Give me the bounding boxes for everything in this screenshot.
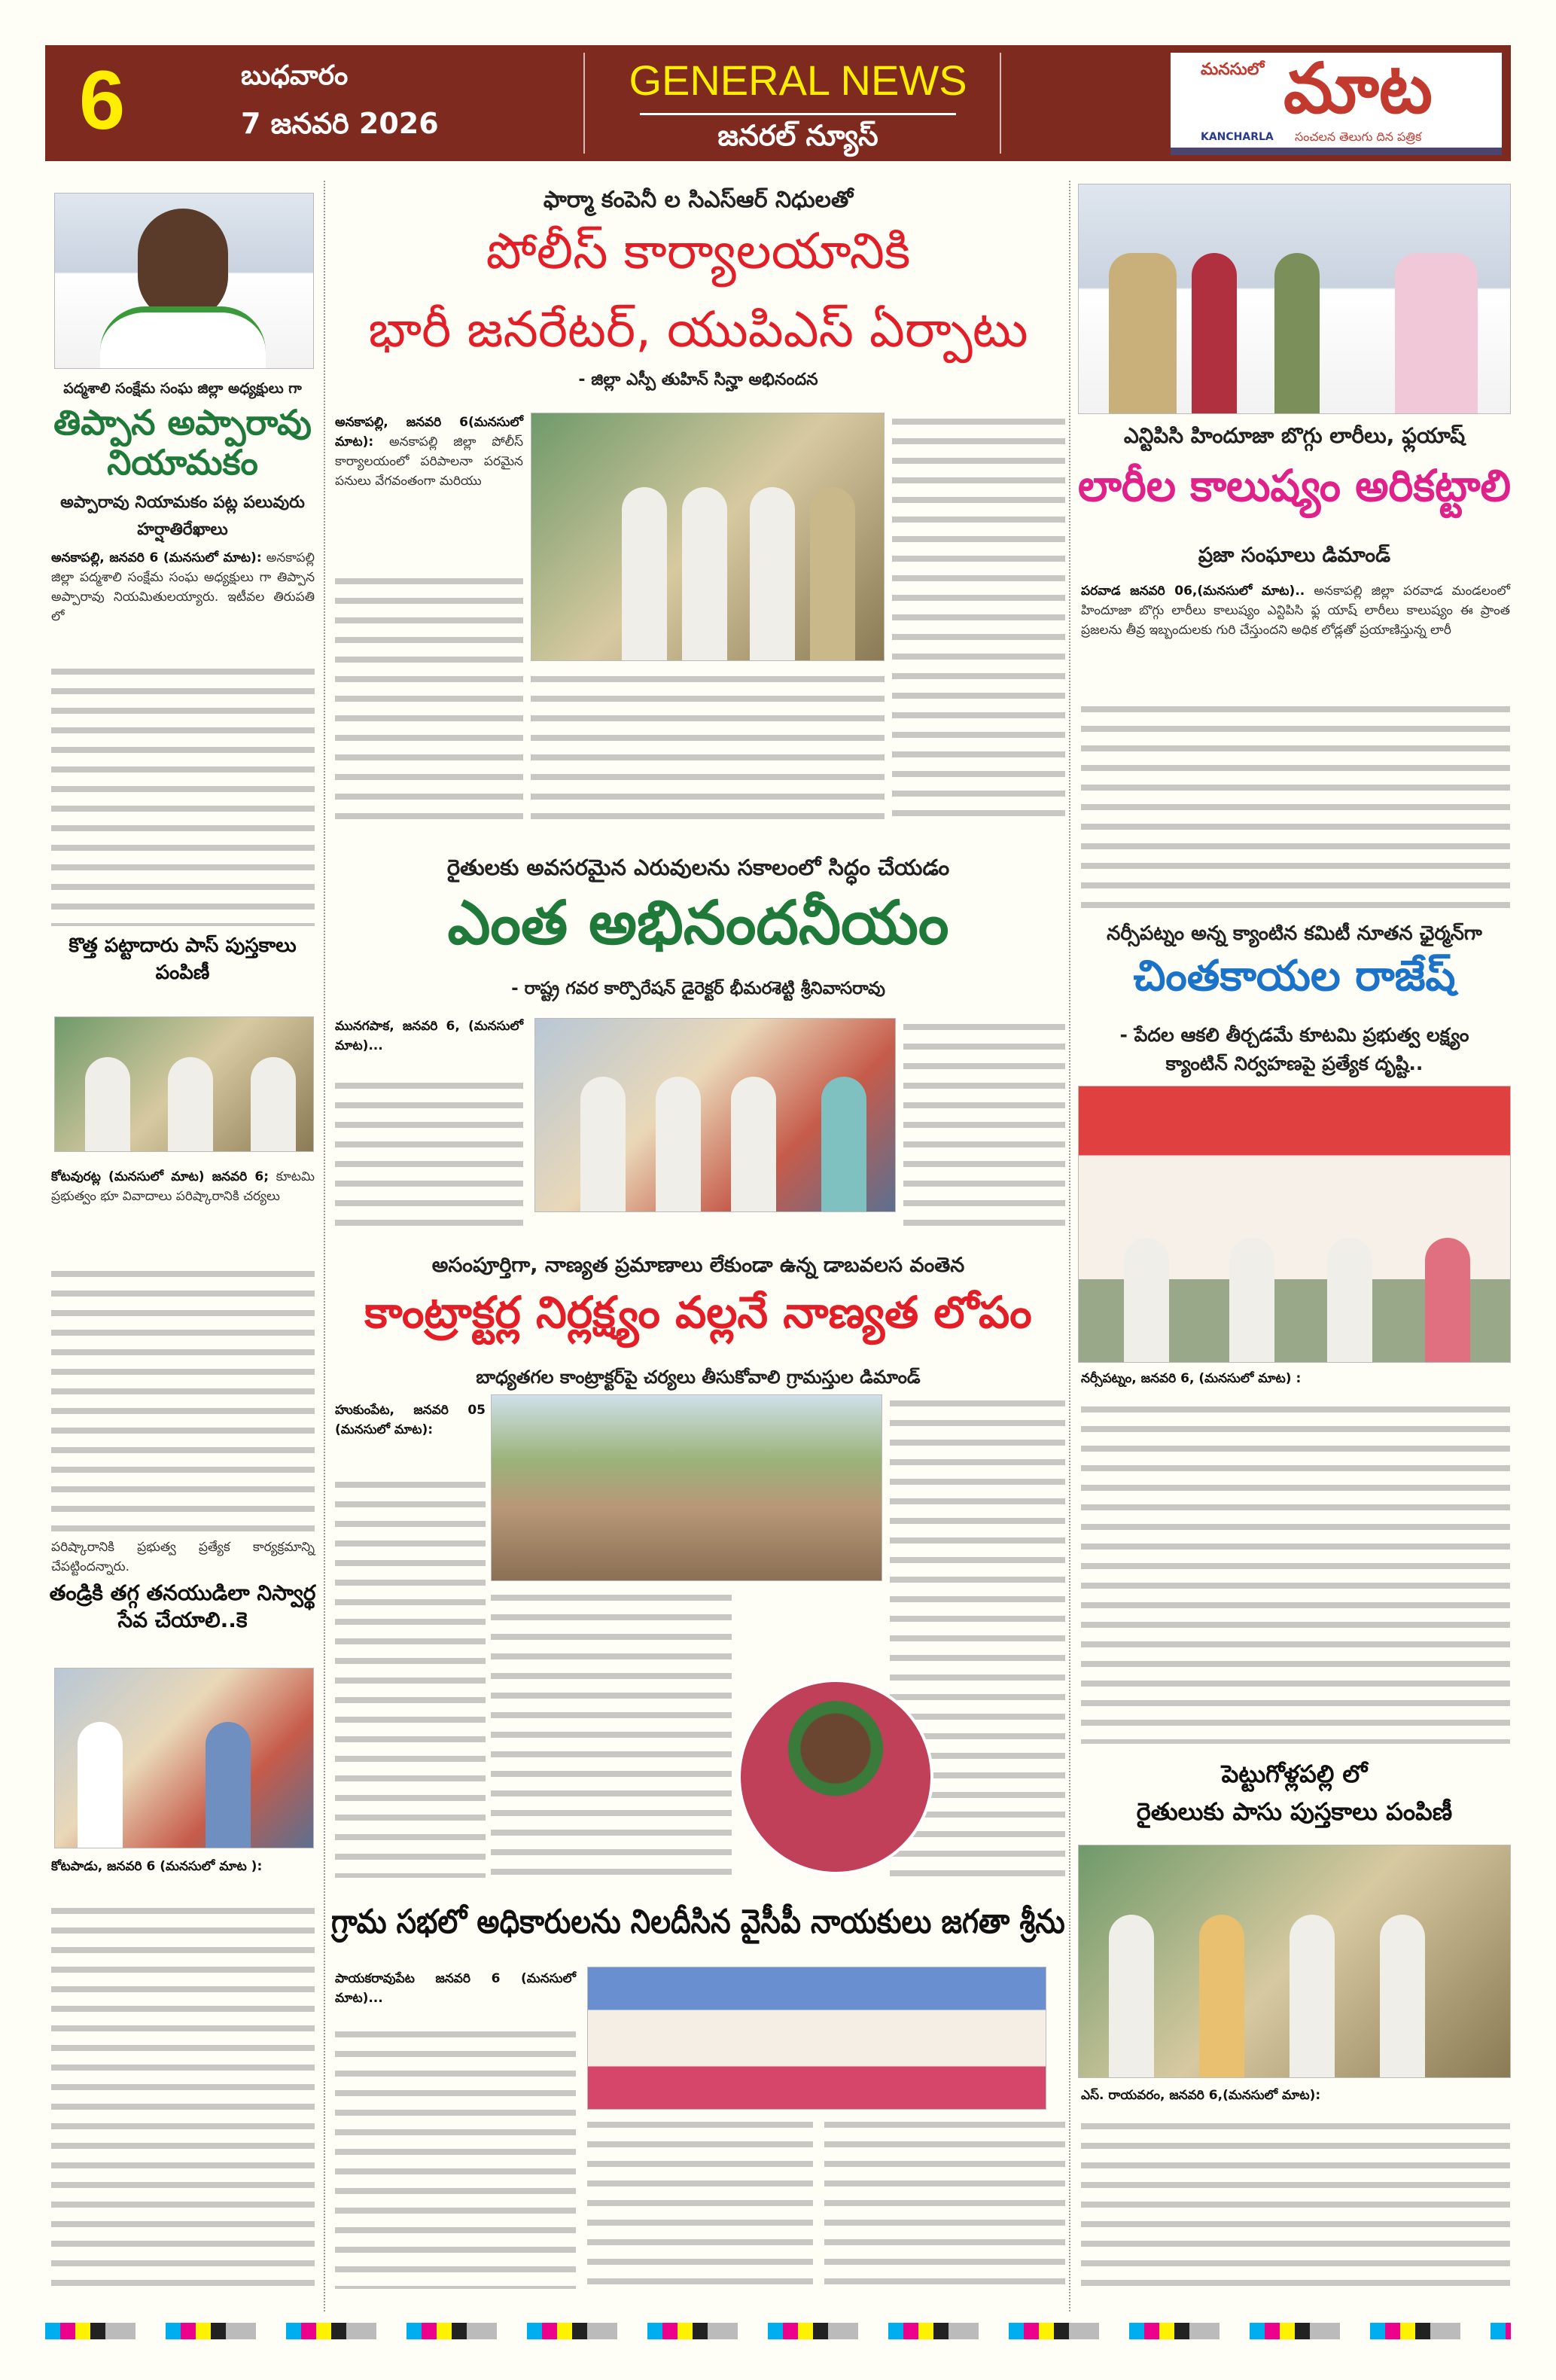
article-text-lines <box>531 670 885 828</box>
dateline: అనకాపల్లి, జనవరి 6(మనసులో మాట): <box>335 415 523 449</box>
passbook-distribution-photo <box>1078 1845 1511 2078</box>
article-lead: అనకాపల్లి జిల్లా పద్మశాలి సంక్షేమ సంఘ అధ్యక్షులు గా తిప్పాన అప్పారావు నియమితులయ్యారు. ఇటీవల తిరుపతి లో <box>51 550 315 624</box>
headline: చింతకాయల రాజేష్ <box>1133 952 1456 1001</box>
page-number: 6 <box>79 54 126 147</box>
article-body <box>335 413 523 491</box>
article-body <box>1081 2086 1510 2105</box>
article-tail: పరిష్కారానికి ప్రభుత్వ ప్రత్యేక కార్యక్రమాన్ని చేపట్టిందన్నారు. <box>51 1540 315 1574</box>
subheadline: క్యాంటిన్ నిర్వహణపై ప్రత్యేక దృష్టి.. <box>1165 1053 1424 1074</box>
kicker: ఎన్టిపిసి హిందూజా బొగ్గు లారీలు, ఫ్లయాష్ <box>1123 423 1466 448</box>
article-body <box>335 1969 576 2008</box>
bridge-photo <box>491 1394 882 1581</box>
logo-big: మాట <box>1283 48 1433 129</box>
headline: తండ్రికి తగ్గ తనయుడిలా నిస్వార్థ సేవ చేయాలి..కె <box>49 1580 316 1632</box>
subheadline: - పేదల ఆకలి తీర్చడమే కూటమి ప్రభుత్వ లక్ష్యం <box>1119 1024 1469 1046</box>
article-text-lines <box>903 1018 1065 1235</box>
section-title-te: జనరల్ న్యూస్ <box>717 119 878 152</box>
dateline: హుకుంపేట, జనవరి 05 (మనసులో మాట): <box>335 1403 486 1437</box>
article-text-lines <box>51 1902 315 2289</box>
subheadline: అప్పారావు నియామకం పట్ల పలువురు హర్షాతిరేఖాలు <box>60 493 305 539</box>
portrait-photo <box>738 1679 933 1875</box>
kicker: రైతులకు అవసరమైన ఎరువులను సకాలంలో సిద్ధం చేయడం <box>446 855 950 880</box>
headline: గ్రామ సభలో అధికారులను నిలదీసిన వైసీపీ నాయకులు జగతా శ్రీను <box>331 1903 1065 1941</box>
article-text-lines <box>491 1589 732 1878</box>
column-rule <box>324 181 325 2311</box>
dateline: కోటపాడు, జనవరి 6 (మనసులో మాట ): <box>51 1859 263 1874</box>
masthead-date: 7 జనవరి 2026 <box>241 107 439 140</box>
article-body <box>1081 1369 1510 1388</box>
article-body <box>51 1857 315 1876</box>
article-text-lines <box>335 2025 576 2289</box>
section-title-en: GENERAL NEWS <box>629 56 967 104</box>
article-text-lines <box>335 572 523 828</box>
event-photo <box>54 1016 314 1152</box>
article-body <box>1081 581 1510 640</box>
article-lead: అనకాపల్లి జిల్లా పరవాడ మండలంలో హిందూజా బొగ్గు లారీలు కాలుష్యం ఎన్టిపిసి ఫ్ల యాష్ లారీలు కాలుష్యం ఈ ప్రాంత ప్రజలను తీవ్ర ఇబ్బందులకు గురి చేస్తుందని అధిక లోడ్లతో ప్రయాణిస్తున్న లారీ <box>1081 584 1510 638</box>
article-text-lines <box>335 1476 486 1878</box>
portrait-photo <box>54 193 314 369</box>
event-photo <box>534 1018 896 1212</box>
article-text-lines <box>824 2116 1065 2289</box>
byline: - జిల్లా ఎస్పీ తుహిన్ సిన్హా అభినందన <box>578 370 818 389</box>
column-rule <box>1069 181 1070 2311</box>
article-body <box>51 1167 315 1206</box>
article-text-lines <box>1081 2117 1510 2289</box>
logo-brand: KANCHARLA <box>1201 131 1274 143</box>
canteen-photo <box>1078 1086 1511 1363</box>
logo-small: మనసులో <box>1201 60 1265 79</box>
subheadline: బాధ్యతగల కాంట్రాక్టర్‌పై చర్యలు తీసుకోవాలి గ్రామస్తుల డిమాండ్ <box>476 1367 921 1388</box>
headline: ఎంత అభినందనీయం <box>447 888 949 958</box>
dateline: ఎస్. రాయవరం, జనవరి 6,(మనసులో మాట): <box>1081 2088 1321 2103</box>
kicker: అసంపూర్తిగా, నాణ్యత ప్రమాణాలు లేకుండా ఉన్న డాబవలస వంతెన <box>431 1254 965 1277</box>
headline: పోలీస్ కార్యాలయానికి <box>486 222 911 280</box>
article-text-lines <box>1081 1400 1510 1744</box>
dateline: పరవాడ జనవరి 06,(మనసులో మాట).. <box>1081 584 1305 599</box>
divider <box>583 53 585 154</box>
print-color-bar <box>45 2323 1511 2339</box>
article-body <box>335 1016 523 1056</box>
article-text-lines <box>587 2116 813 2289</box>
headline: రైతులుకు పాసు పుస్తకాలు పంపిణీ <box>1136 1797 1453 1826</box>
ceremony-photo <box>531 413 885 661</box>
logo-tagline: సంచలన తెలుగు దిన పత్రిక <box>1295 130 1422 144</box>
masthead-day: బుధవారం <box>241 60 349 91</box>
newspaper-logo <box>1171 48 1502 155</box>
kicker: నర్సీపట్నం అన్న క్యాంటిన కమిటీ నూతన ఛైర్మన్‌గా <box>1107 922 1482 945</box>
kicker: ఫార్మా కంపెనీ ల సిఎస్ఆర్ నిధులతో <box>543 187 854 213</box>
article-lead: కూటమి ప్రభుత్వం భూ వివాదాలు పరిష్కారానికి చర్యలు <box>51 1169 315 1204</box>
headline: కాంట్రాక్టర్ల నిర్లక్ష్యం వల్లనే నాణ్యత లోపం <box>364 1287 1032 1338</box>
article-lead: అనకాపల్లి జిల్లా పోలీస్ కార్యాలయంలో పరిపాలనా పరమైన పనులు వేగవంతంగా మరియు <box>335 434 524 489</box>
article-text-lines <box>51 1265 315 1536</box>
divider <box>640 113 956 115</box>
article-text-lines <box>335 1077 523 1235</box>
dateline: కోటవురట్ల (మనసులో మాట) జనవరి 6; <box>51 1169 269 1184</box>
divider <box>1000 53 1001 154</box>
kicker: పద్మశాలి సంక్షేమ సంఘ జిల్లా అధ్యక్షులు గా <box>63 380 302 397</box>
headline: భారీ జనరేటర్, యుపిఎస్ ఏర్పాటు <box>368 300 1028 358</box>
dateline: నర్సీపట్నం, జనవరి 6, (మనసులో మాట) : <box>1081 1371 1302 1386</box>
dateline: మునగపాక, జనవరి 6, (మనసులో మాట)... <box>335 1019 523 1053</box>
article-text-lines <box>51 663 315 926</box>
headline: పెట్టుగోళ్లపల్లి లో <box>1221 1760 1368 1788</box>
event-photo <box>54 1668 314 1848</box>
dateline: పాయకరావుపేట జనవరి 6 (మనసులో మాట)... <box>335 1971 576 2006</box>
headline: కొత్త పట్టాదారు పాస్ పుస్తకాలు పంపిణీ <box>69 934 297 984</box>
byline: - రాష్ట్ర గవర కార్పొరేషన్ డైరెక్టర్ భీమరశెట్టి శ్రీనివాసరావు <box>511 979 885 998</box>
subheadline: ప్రజా సంఘాలు డిమాండ్ <box>1198 544 1391 567</box>
gram-sabha-photo <box>587 1967 1046 2110</box>
memorandum-photo <box>1078 184 1511 414</box>
article-text-lines <box>1081 700 1510 911</box>
dateline: అనకాపల్లి, జనవరి 6 (మనసులో మాట): <box>51 550 262 565</box>
headline: తిప్పాన అప్పారావు నియామకం <box>53 402 312 483</box>
headline: లారీల కాలుష్యం అరికట్టాలి <box>1078 460 1512 511</box>
article-text-lines <box>892 413 1065 828</box>
article-body <box>335 1400 486 1440</box>
masthead <box>45 45 1511 161</box>
article-body <box>51 548 315 626</box>
